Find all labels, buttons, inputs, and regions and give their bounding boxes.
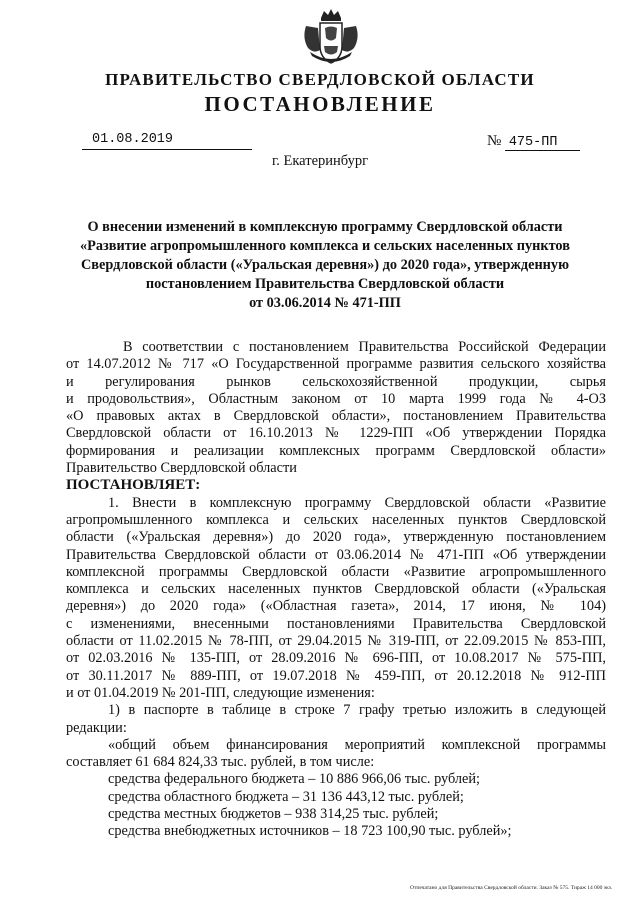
body-line: Правительство Свердловской области [66, 460, 297, 477]
decree-word: ПОСТАНОВЛЯЕТ: [66, 477, 201, 494]
document-body [66, 339, 606, 841]
number-underline [505, 150, 580, 151]
body-line: от 14.07.2012 № 717 «О Государственной программе развития сельского хозяйства [66, 356, 606, 373]
number-value: 475-ПП [508, 135, 558, 150]
body-line: и регулирования рынков сельскохозяйственной продукции, сырья [66, 373, 606, 390]
document-date: 01.08.2019 [92, 132, 174, 147]
body-line: «общий объем финансирования мероприятий комплексной программы [108, 736, 606, 753]
document-kind: ПОСТАНОВЛЕНИЕ [204, 92, 436, 116]
list-item: средства местных бюджетов – 938 314,25 тыс. рублей; [108, 806, 439, 823]
body-line: редакции: [66, 719, 127, 736]
body-line: комплекса и сельских населенных пунктов Свердловской области («Уральская [66, 581, 606, 598]
body-line: с изменениями, внесенными постановлениями Правительства Свердловской [66, 615, 606, 632]
body-line: 1) в паспорте в таблице в строке 7 графу третью изложить в следующей [108, 702, 606, 719]
body-line: деревня») до 2020 года» («Областная газета», 2014, 17 июня, № 104) [66, 598, 606, 615]
print-footer: Отпечатано для Правительства Свердловской области. Заказ № 575. Тираж 14 000 экз. [410, 885, 613, 891]
body-line: комплексной программы Свердловской области «Развитие агропромышленного [66, 563, 606, 580]
city: г. Екатеринбург [271, 153, 369, 169]
list-item: средства федерального бюджета – 10 886 966,06 тыс. рублей; [108, 771, 481, 788]
title-line: постановлением Правительства Свердловской области [145, 276, 505, 292]
list-item: средства областного бюджета – 31 136 443,12 тыс. рублей; [108, 788, 464, 805]
body-line: 1. Внести в комплексную программу Свердловской области «Развитие [108, 494, 606, 511]
coat-of-arms-emblem [300, 8, 362, 68]
body-line: формирования и реализации комплексных программ Свердловской области» [66, 442, 606, 459]
body-line: Правительства Свердловской области от 03.06.2014 № 471-ПП «Об утверждении [66, 546, 606, 563]
list-item: средства внебюджетных источников – 18 723 100,90 тыс. рублей»; [108, 823, 512, 840]
body-line: от 02.03.2016 № 135-ПП, от 28.09.2016 № 696-ПП, от 10.08.2017 № 575-ПП, [66, 650, 606, 667]
title-line: О внесении изменений в комплексную программу Свердловской области [87, 219, 563, 235]
number-sign: № [487, 133, 502, 149]
body-line: Свердловской области от 16.10.2013 № 1229-ПП «Об утверждении Порядка [66, 425, 606, 442]
title-line: «Развитие агропромышленного комплекса и сельских населенных пунктов [80, 238, 570, 254]
organization-name: ПРАВИТЕЛЬСТВО СВЕРДЛОВСКОЙ ОБЛАСТИ [105, 70, 535, 89]
body-line: и продовольствия», Областным законом от 10 марта 1999 года № 4-ОЗ [66, 390, 606, 407]
body-line: области («Уральская деревня») до 2020 года», утвержденную постановлением [66, 529, 606, 546]
document-title [75, 218, 575, 313]
body-line: от 30.11.2017 № 889-ПП, от 19.07.2018 № 459-ПП, от 20.12.2018 № 912-ПП [66, 667, 606, 684]
body-line: области от 11.02.2015 № 78-ПП, от 29.04.2015 № 319-ПП, от 22.09.2015 № 853-ПП, [66, 633, 606, 650]
document-number [487, 133, 557, 150]
date-underline [82, 149, 252, 150]
body-line: агропромышленного комплекса и сельских населенных пунктов Свердловской [66, 511, 606, 528]
body-line: составляет 61 684 824,33 тыс. рублей, в том числе: [66, 754, 375, 771]
title-line: Свердловской области («Уральская деревня») до 2020 года», утвержденную [80, 257, 569, 273]
body-line: «О правовых актах в Свердловской области», постановлением Правительства [66, 408, 606, 425]
body-line: В соответствии с постановлением Правительства Российской Федерации [123, 339, 606, 355]
title-line: от 03.06.2014 № 471-ПП [249, 295, 401, 311]
body-line: и от 01.04.2019 № 201-ПП, следующие изменения: [66, 684, 375, 701]
